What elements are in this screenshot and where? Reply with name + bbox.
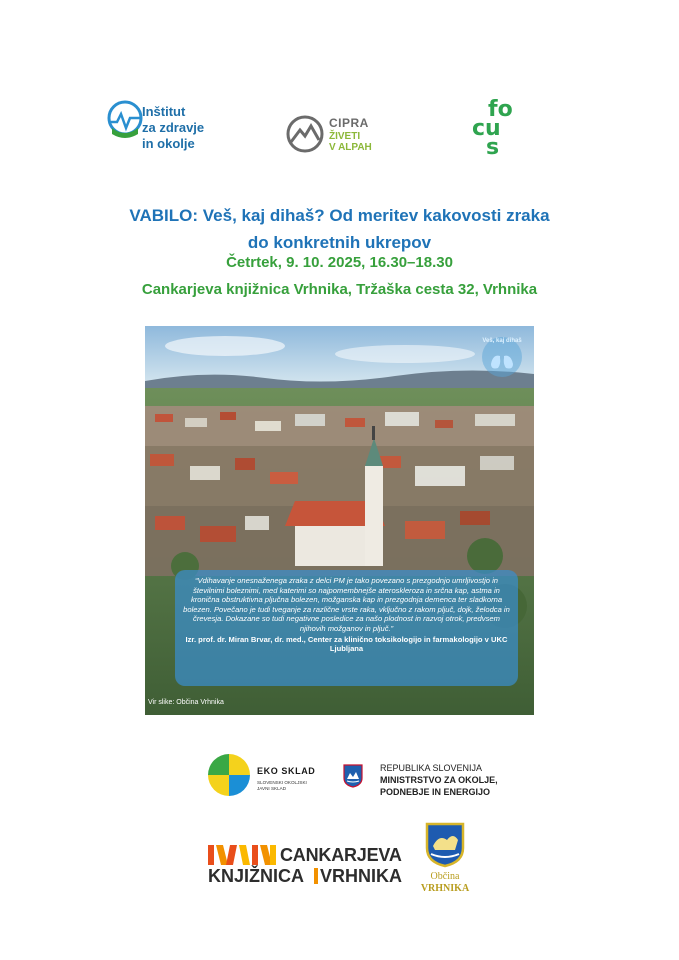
ministry-logo bbox=[343, 763, 503, 803]
eko-sklad-subtitle: SLOVENSKI OKOLJSKI JAVNI SKLAD bbox=[257, 780, 307, 791]
eko-sklad-name: EKO SKLAD bbox=[257, 766, 316, 776]
focus-row1: fo bbox=[488, 97, 513, 122]
cankarjeva-knjiznica-logo bbox=[208, 845, 408, 889]
ministry-line1: REPUBLIKA SLOVENIJA bbox=[380, 763, 483, 773]
cankarjeva-divider bbox=[314, 868, 318, 884]
ministry-line3: PODNEBJE IN ENERGIJO bbox=[380, 787, 491, 797]
ministry-line2: MINISTRSTVO ZA OKOLJE, bbox=[380, 775, 498, 785]
event-location: Cankarjeva knjižnica Vrhnika, Tržaška cesta 32, Vrhnika bbox=[141, 281, 538, 298]
town-photo bbox=[145, 326, 534, 715]
cankarjeva-line2b: VRHNIKA bbox=[320, 866, 403, 886]
slovenia-coat-of-arms-icon bbox=[343, 764, 363, 788]
event-date: Četrtek, 9. 10. 2025, 16.30–18.30 bbox=[226, 254, 453, 271]
izo-line3: in okolje bbox=[142, 136, 195, 151]
invitation-title bbox=[60, 202, 619, 256]
cankarjeva-knjiznica-emblem-icon bbox=[208, 845, 276, 865]
izo-line2: za zdravje bbox=[142, 120, 205, 135]
campaign-badge bbox=[479, 334, 525, 380]
cipra-line1: ŽIVETI bbox=[329, 131, 361, 142]
cipra-logo bbox=[285, 112, 395, 156]
quote-text: “Vdihavanje onesnaženega zraka z delci PM je tako povezano s prezgodnjo umrljivostjo in številnimi boleznimi, med katerimi so najpomembnejše ateroskleroza in srčna kap, astma in kronična obstruktivna pljučna bolezen, možganska kap in prezgodnja demenca ter sladkorna bolezen. Povečano je tudi tveganje za različne vrste raka, vključno z rakom pljuč, dojk, želodca in črevesja. Dokazane so tudi negativne posledice za našo plodnost in razvoj otrok, predvsem njihovih možganov in pljuč.” bbox=[183, 576, 510, 633]
vrhnika-coat-of-arms-icon bbox=[425, 822, 465, 868]
quote-box bbox=[175, 570, 518, 686]
campaign-badge-label: Veš, kaj dihaš bbox=[482, 338, 522, 344]
photo-credit: Vir slike: Občina Vrhnika bbox=[148, 699, 224, 706]
cankarjeva-line2a: KNJIŽNICA bbox=[208, 866, 305, 886]
eko-sklad-icon bbox=[206, 752, 252, 798]
cipra-name: CIPRA bbox=[329, 116, 369, 130]
obcina-line2: VRHNIKA bbox=[420, 883, 470, 894]
title-line2: do konkretnih ukrepov bbox=[247, 233, 432, 252]
izo-logo bbox=[107, 100, 227, 160]
focus-row3: s bbox=[486, 135, 500, 160]
quote-author: Izr. prof. dr. Miran Brvar, dr. med., Center za klinično toksikologijo in farmakologijo v UKC Ljubljana bbox=[185, 634, 508, 654]
obcina-vrhnika-logo bbox=[415, 822, 475, 897]
focus-row2: cu bbox=[472, 116, 501, 141]
cipra-line2: V ALPAH bbox=[329, 142, 372, 153]
obcina-line1: Občina bbox=[430, 871, 460, 882]
cankarjeva-line1: CANKARJEVA bbox=[280, 845, 402, 865]
izo-wave-icon bbox=[107, 100, 143, 140]
eko-sklad-logo bbox=[206, 752, 326, 800]
izo-line1: Inštitut bbox=[142, 104, 186, 119]
mountain-icon bbox=[285, 114, 325, 154]
focus-logo bbox=[472, 97, 534, 166]
title-line1: VABILO: Veš, kaj dihaš? Od meritev kakovosti zraka bbox=[129, 206, 550, 225]
